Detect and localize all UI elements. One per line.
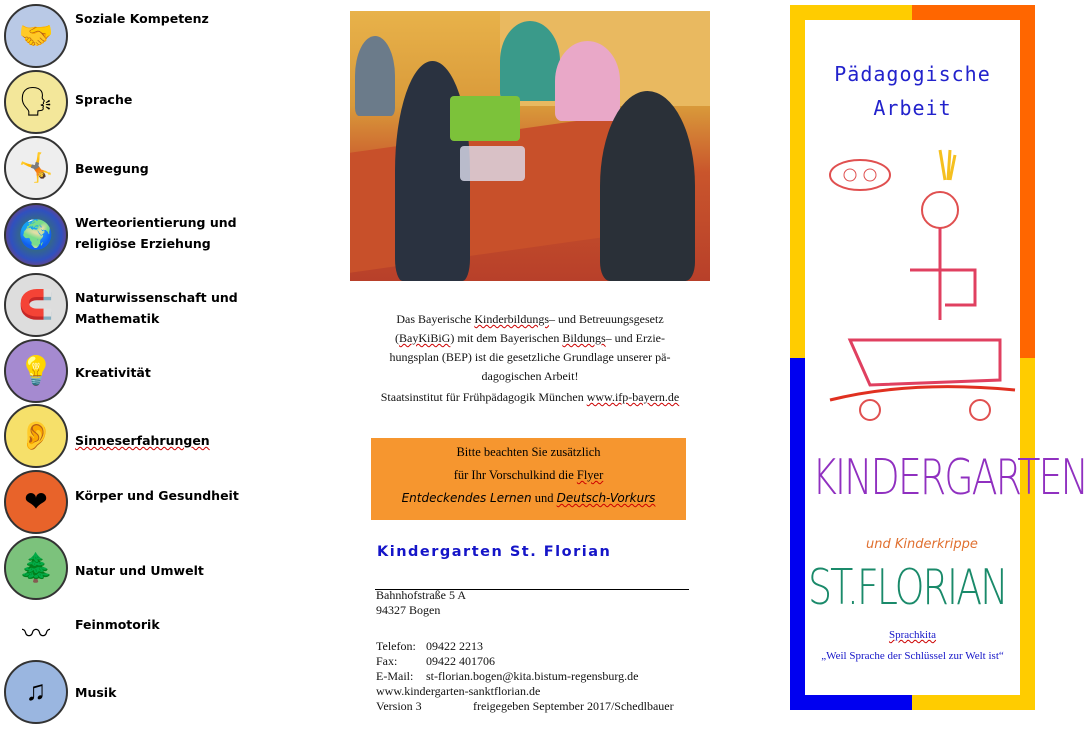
version: Version 3 xyxy=(376,699,422,713)
topic-werteorientierung xyxy=(4,203,68,267)
source-text: Staatsinstitut für Frühpädagogik München xyxy=(380,390,587,404)
notice-text: für Ihr Vorschulkind die xyxy=(453,468,577,482)
intro-text: hungsplan (BEP) ist die gesetzliche Grundlage unserer pä- xyxy=(389,350,671,364)
phone: 09422 2213 xyxy=(426,639,483,653)
intro-text: – und Betreuungsgesetz xyxy=(549,312,664,326)
flyer-name: Entdeckendes Lernen xyxy=(401,491,532,505)
topic-koerper xyxy=(4,470,68,534)
topic-label: Kreativität xyxy=(75,365,151,380)
address xyxy=(376,588,466,618)
fine-motor-icon: 〰 xyxy=(4,600,68,664)
topic-label: Werteorientierung und religiöse Erziehung xyxy=(75,215,237,251)
notice-text: Flyer xyxy=(576,468,604,482)
topic-label: Körper und Gesundheit xyxy=(75,488,239,503)
fax-label: Fax: xyxy=(376,654,398,668)
topic-label: Naturwissenschaft und Mathematik xyxy=(75,290,238,326)
flyer-name: Deutsch-Vorkurs xyxy=(556,491,656,505)
fax: 09422 401706 xyxy=(426,654,495,668)
intro-text: – und Erzie- xyxy=(605,331,665,345)
street: Bahnhofstraße 5 A xyxy=(376,588,466,602)
hands-icon: 🤝 xyxy=(4,4,68,68)
topic-naturwissenschaft xyxy=(4,273,68,337)
sprachkita-label: Sprachkita xyxy=(888,629,937,641)
globe-people-icon: 🌍 xyxy=(4,203,68,267)
topic-label: Musik xyxy=(75,685,117,700)
cover-title: Arbeit xyxy=(873,96,952,120)
magnet-icon: 🧲 xyxy=(4,273,68,337)
phone-label: Telefon: xyxy=(376,639,416,653)
intro-text: Das Bayerische xyxy=(396,312,475,326)
topic-label: Feinmotorik xyxy=(75,617,160,632)
intro-text: Bildungs xyxy=(562,331,606,345)
kindergarten-name: Kindergarten St. Florian xyxy=(377,544,612,560)
topic-kreativitaet xyxy=(4,339,68,403)
source-link[interactable]: www.ifp-bayern.de xyxy=(586,390,680,404)
notice-text: und xyxy=(531,491,557,505)
intro-text: ( xyxy=(395,331,400,345)
contact-details xyxy=(376,639,674,714)
topic-label: Sinneserfahrungen xyxy=(75,433,210,448)
email-link[interactable]: st-florian.bogen@kita.bistum-regensburg.de xyxy=(426,669,639,683)
topic-label: Natur und Umwelt xyxy=(75,563,204,578)
notice-text: Bitte beachten Sie zusätzlich xyxy=(456,445,601,459)
intro-paragraph xyxy=(355,310,705,407)
logo-kindergarten: KINDERGARTEN xyxy=(812,448,1087,506)
lightbulb-child-icon: 💡 xyxy=(4,339,68,403)
intro-text: BayKiBiG xyxy=(399,331,451,345)
cover-title: Pädagogische xyxy=(834,62,991,86)
topic-label: Soziale Kompetenz xyxy=(75,11,209,26)
intro-text: Kinderbildungs xyxy=(474,312,549,326)
child-drawing xyxy=(810,140,1015,440)
flyer-notice-box xyxy=(371,438,686,520)
senses-face-icon: 👂 xyxy=(4,404,68,468)
release-note: freigegeben September 2017/Schedlbauer xyxy=(473,699,674,713)
topic-bewegung xyxy=(4,136,68,200)
topic-sinneserfahrungen xyxy=(4,404,68,468)
motto: „Weil Sprache der Schlüssel zur Welt ist“ xyxy=(821,650,1004,662)
intro-text: dagogischen Arbeit! xyxy=(481,369,579,383)
topic-feinmotorik xyxy=(4,600,68,664)
intro-text: ) mit dem Bayerischen xyxy=(450,331,563,345)
logo-st-florian: ST.FLORIAN xyxy=(808,558,1007,616)
topic-sprache xyxy=(4,70,68,134)
music-note-icon: ♫ xyxy=(4,660,68,724)
city: 94327 Bogen xyxy=(376,603,441,617)
topic-label: Bewegung xyxy=(75,161,149,176)
topic-musik xyxy=(4,660,68,724)
email-label: E-Mail: xyxy=(376,669,414,683)
logo-subtitle: und Kinderkrippe xyxy=(866,537,978,552)
topic-natur xyxy=(4,536,68,600)
website-link[interactable]: www.kindergarten-sanktflorian.de xyxy=(376,684,541,698)
topic-soziale-kompetenz xyxy=(4,4,68,68)
heart-body-icon: ❤ xyxy=(4,470,68,534)
tree-flower-icon: 🌲 xyxy=(4,536,68,600)
topic-label: Sprache xyxy=(75,92,133,107)
speaking-face-icon: 🗣 xyxy=(4,70,68,134)
cartwheel-icon: 🤸 xyxy=(4,136,68,200)
children-playing-photo xyxy=(350,11,710,281)
